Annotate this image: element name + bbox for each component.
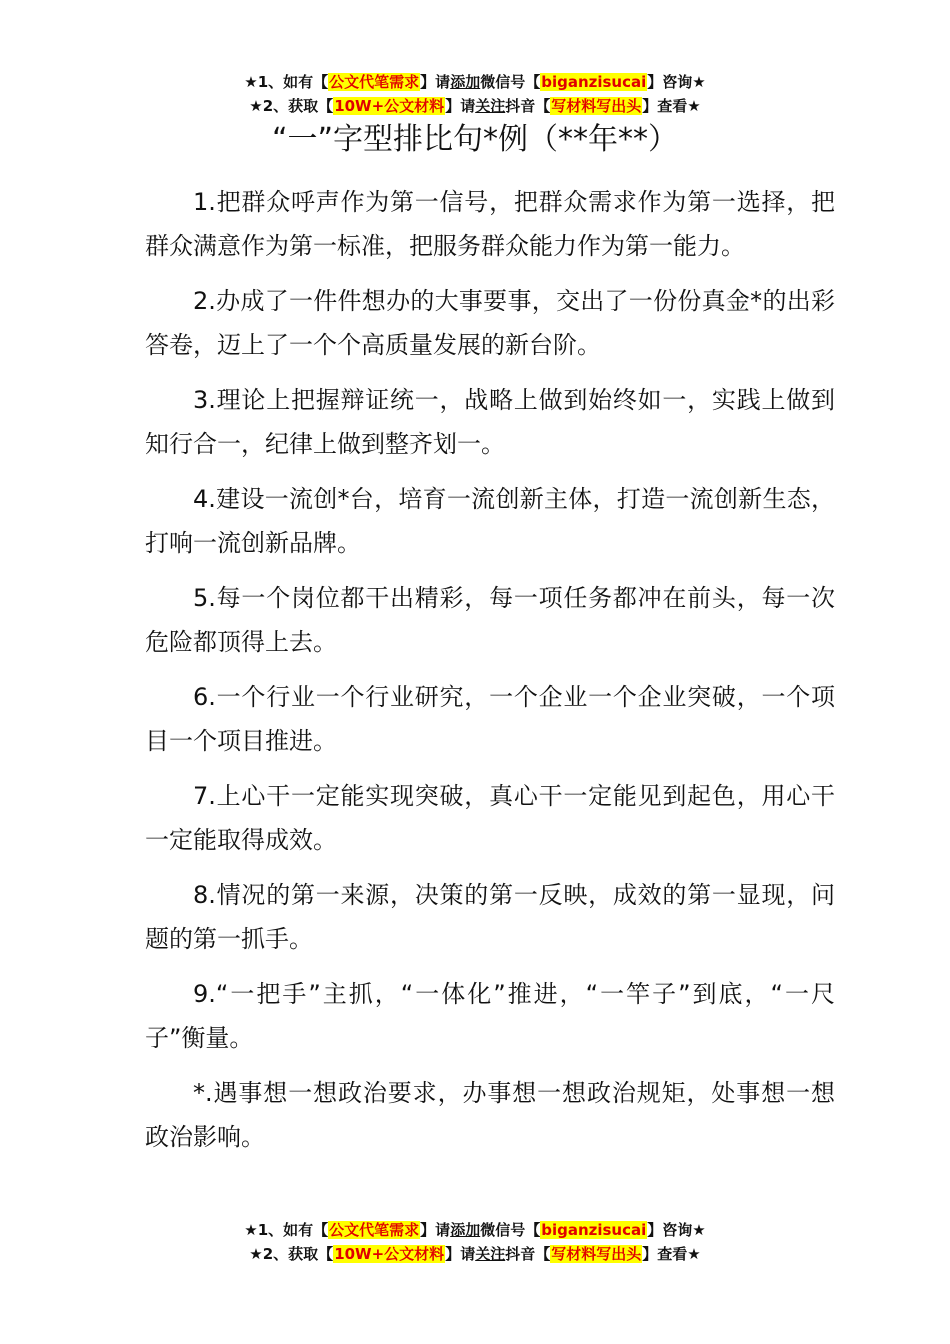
banner-highlight: 10W+公文材料 — [334, 97, 445, 115]
paragraph-7: 7.上心干一定能实现突破，真心干一定能见到起色，用心干一定能取得成效。 — [145, 782, 835, 854]
banner-highlight: biganzisucai — [541, 1221, 647, 1239]
banner-underlined: 添加 — [450, 73, 481, 91]
banner-text: ★2、获取【 — [249, 1245, 334, 1263]
banner-line-1 — [0, 1218, 950, 1242]
paragraph-3: 3.理论上把握辩证统一，战略上做到始终如一，实践上做到知行合一，纪律上做到整齐划一。 — [145, 386, 835, 458]
banner-underlined: 关注 — [475, 1245, 506, 1263]
banner-text: 】请 — [445, 1245, 476, 1263]
banner-highlight: 公文代笔需求 — [329, 1221, 420, 1239]
banner-underlined: 添加 — [450, 1221, 481, 1239]
banner-underlined: 关注 — [475, 97, 506, 115]
banner-highlight: biganzisucai — [541, 73, 647, 91]
paragraph-5: 5.每一个岗位都干出精彩，每一项任务都冲在前头，每一次危险都顶得上去。 — [145, 584, 835, 656]
banner-text: 】请 — [445, 97, 476, 115]
banner-text: 抖音【 — [505, 1245, 551, 1263]
paragraph-6: 6.一个行业一个行业研究，一个企业一个企业突破，一个项目一个项目推进。 — [145, 683, 835, 755]
banner-line-2 — [0, 1242, 950, 1266]
banner-line-2 — [0, 94, 950, 118]
banner-text: 】咨询★ — [647, 1221, 706, 1239]
banner-text: 】请 — [420, 1221, 451, 1239]
banner-text: ★1、如有【 — [244, 73, 329, 91]
banner-text: 】查看★ — [642, 97, 701, 115]
banner-text: 】查看★ — [642, 1245, 701, 1263]
page-title: “一”字型排比句*例（**年**） — [271, 122, 679, 157]
banner-text: ★2、获取【 — [249, 97, 334, 115]
banner-text: 抖音【 — [505, 97, 551, 115]
banner-highlight: 写材料写出头 — [551, 97, 642, 115]
banner-highlight: 10W+公文材料 — [334, 1245, 445, 1263]
banner-text: 】请 — [420, 73, 451, 91]
paragraph-9: 9.“一把手”主抓，“一体化”推进，“一竿子”到底，“一尺子”衡量。 — [145, 980, 835, 1052]
banner-text: 微信号【 — [480, 73, 541, 91]
banner-line-1 — [0, 70, 950, 94]
banner-text: 】咨询★ — [647, 73, 706, 91]
banner-highlight: 公文代笔需求 — [329, 73, 420, 91]
paragraph-4: 4.建设一流创*台，培育一流创新主体，打造一流创新生态，打响一流创新品牌。 — [145, 485, 835, 557]
paragraph-8: 8.情况的第一来源，决策的第一反映，成效的第一显现，问题的第一抓手。 — [145, 881, 835, 953]
banner-text: ★1、如有【 — [244, 1221, 329, 1239]
paragraph-10: *.遇事想一想政治要求，办事想一想政治规矩，处事想一想政治影响。 — [145, 1079, 835, 1151]
document-body — [145, 180, 835, 1170]
footer-banner — [0, 1218, 950, 1266]
banner-highlight: 写材料写出头 — [551, 1245, 642, 1263]
paragraph-1: 1.把群众呼声作为第一信号，把群众需求作为第一选择，把群众满意作为第一标准，把服务群众能力作为第一能力。 — [145, 188, 835, 260]
paragraph-2: 2.办成了一件件想办的大事要事，交出了一份份真金*的出彩答卷，迈上了一个个高质量发展的新台阶。 — [145, 287, 835, 359]
header-banner — [0, 70, 950, 118]
banner-text: 微信号【 — [480, 1221, 541, 1239]
